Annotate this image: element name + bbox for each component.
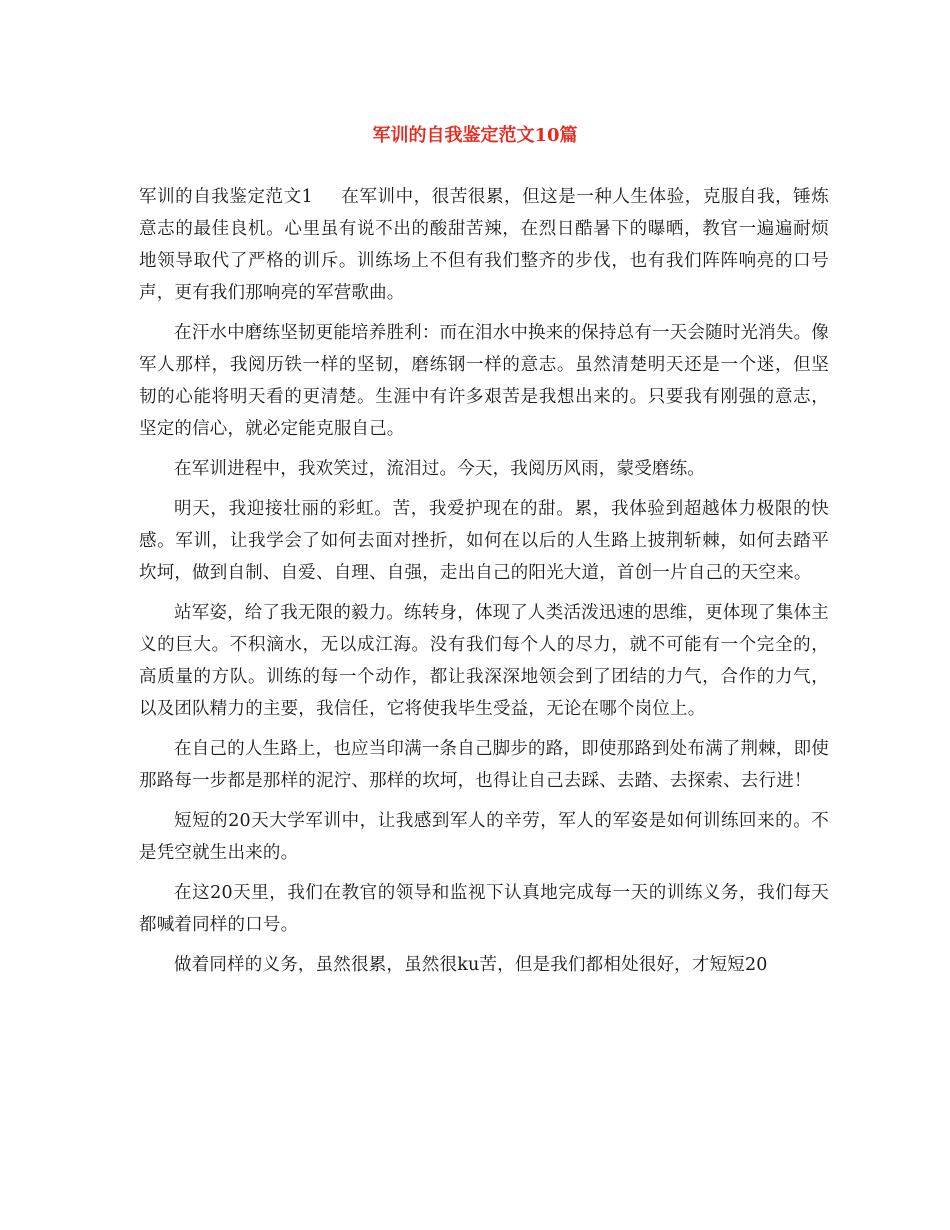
paragraph-text: 在军训中，很苦很累，但这是一种人生体验，克服自我，锤炼意志的最佳良机。心里虽有说不出的酸甜苦辣，在烈日酷暑下的曝晒，教官一遍遍耐烦地领导取代了严格的训斥。训练场上不但有我们整齐的步伐，也有我们阵阵响亮的口号声，更有我们那响亮的军营歌曲。 — [139, 187, 829, 303]
paragraph-6: 在自己的人生路上，也应当印满一条自己脚步的路，即使那路到处布满了荆棘，即使那路每一步都是那样的泥泞、那样的坎坷，也得让自己去踩、去踏、去探索、去行进！ — [139, 739, 829, 791]
paragraph-8: 在这20天里，我们在教官的领导和监视下认真地完成每一天的训练义务，我们每天都喊着同样的口号。 — [139, 883, 829, 935]
paragraph-2: 在汗水中磨练坚韧更能培养胜利：而在泪水中换来的保持总有一天会随时光消失。像军人那样，我阅历铁一样的坚韧，磨练钢一样的意志。虽然清楚明天还是一个迷，但坚韧的心能将明天看的更清楚。生涯中有许多艰苦是我想出来的。只要我有刚强的意志，坚定的信心，就必定能克服自己。 — [139, 323, 829, 439]
paragraph-4: 明天，我迎接壮丽的彩虹。苦，我爱护现在的甜。累，我体验到超越体力极限的快感。军训，让我学会了如何去面对挫折，如何在以后的人生路上披荆斩棘，如何去踏平坎坷，做到自制、自爱、自理、自强，走出自己的阳光大道，首创一片自己的天空来。 — [139, 499, 829, 583]
paragraph-5: 站军姿，给了我无限的毅力。练转身，体现了人类活泼迅速的思维，更体现了集体主义的巨大。不积滴水，无以成江海。没有我们每个人的尽力，就不可能有一个完全的，高质量的方队。训练的每一个动作，都让我深深地领会到了团结的力气，合作的力气，以及团队精力的主要，我信任，它将使我毕生受益，无论在哪个岗位上。 — [139, 603, 829, 719]
document-body — [139, 181, 829, 989]
paragraph-1 — [139, 181, 829, 309]
paragraph-9: 做着同样的义务，虽然很累，虽然很ku苦，但是我们都相处很好，才短短20 — [174, 955, 768, 975]
section-heading: 军训的自我鉴定范文1 — [139, 187, 313, 207]
paragraph-3: 在军训进程中，我欢笑过，流泪过。今天，我阅历风雨，蒙受磨练。 — [174, 459, 705, 479]
document-title: 军训的自我鉴定范文10篇 — [372, 125, 578, 146]
paragraph-7: 短短的20天大学军训中，让我感到军人的辛劳，军人的军姿是如何训练回来的。不是凭空就生出来的。 — [139, 811, 829, 863]
